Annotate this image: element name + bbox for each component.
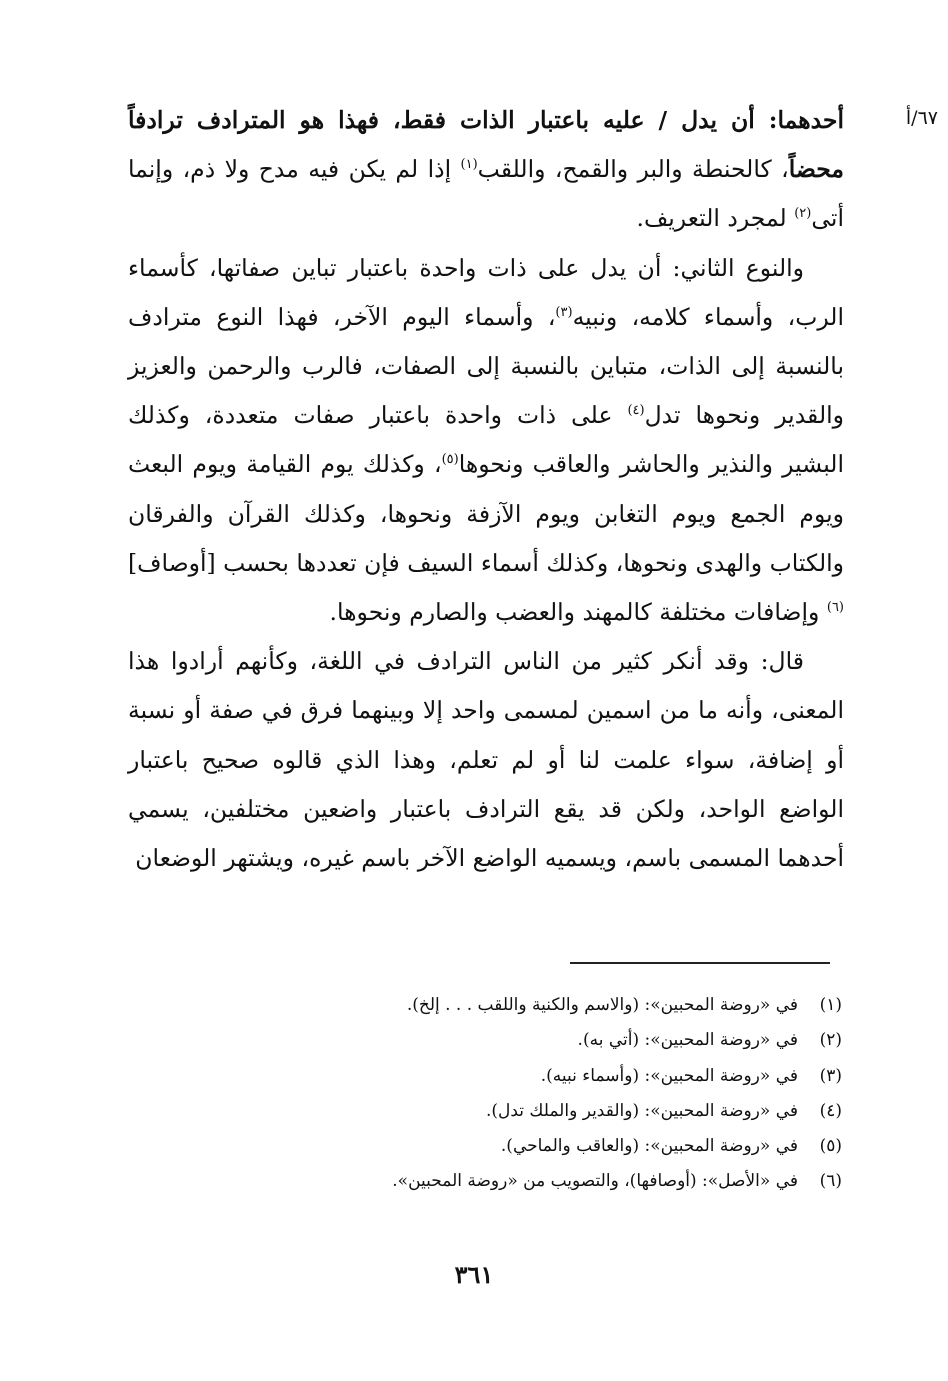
footnote-number: (١) [819, 995, 842, 1015]
footnote [200, 1094, 842, 1129]
footnote-separator [570, 962, 830, 964]
text-run: والنوع الثاني: أن يدل على ذات واحدة باعتبار تباين صفاتها، كأسماء الرب، وأسماء كلامه، ونبيه [128, 253, 844, 331]
paragraph-lead: أحدهما: أن يدل / عليه باعتبار الذات فقط، فهذا هو المترادف ترادفاً محضاً [128, 106, 844, 184]
footnote-ref: (٦) [826, 600, 844, 616]
footnote-text: في «روضة المحبين»: (والعاقب والماحي). [500, 1136, 798, 1157]
footnote-ref: (٣) [555, 304, 573, 320]
footnote-text: في «روضة المحبين»: (والاسم والكنية واللقب . . . إلخ). [406, 995, 798, 1015]
text-run: قال: وقد أنكر كثير من الناس الترادف في اللغة، وكأنهم أرادوا هذا المعنى، وأنه ما من اسمين لمسمى واحد إلا وبينهما فرق في صفة أو نسبة أو إضافة، سواء علمت لنا أو لم تعلم، وهذا الذي قالوه صحيح باعتبار الواضع الواحد، ولكن قد يقع الترادف باعتبار واضعين مختلفين، يسمي أحدهما المسمى باسم، ويسميه الواضع الآخر باسم غيره، ويشتهر الوضعان [128, 647, 844, 873]
text-run: على ذات واحدة باعتبار صفات متعددة، وكذلك البشير والنذير والحاشر والعاقب ونحوها [128, 401, 844, 479]
text-run: ، وأسماء اليوم الآخر، فهذا النوع مترادف بالنسبة إلى الذات، متباين بالنسبة إلى الصفات، فالرب والرحمن والعزيز والقدير ونحوها تدل [128, 302, 844, 430]
margin-folio-note: ٦٧/أ [905, 107, 938, 129]
footnote-text: في «روضة المحبين»: (أتي به). [577, 1030, 798, 1051]
paragraph-1 [128, 96, 844, 244]
footnote [200, 1129, 842, 1164]
text-run: ، كالحنطة والبر والقمح، واللقب [477, 155, 789, 184]
footnote-ref: (١) [460, 157, 478, 173]
page-number: ٣٦١ [454, 1260, 494, 1289]
text-run: لمجرد التعريف. [636, 204, 795, 233]
text-run: ، وكذلك يوم القيامة ويوم البعث ويوم الجمع ويوم التغابن ويوم الآزفة ونحوها، وكذلك القرآن والفرقان والكتاب والهدى ونحوها، وكذلك أسماء السيف فإن تعددها بحسب [أوصاف] [128, 450, 844, 577]
footnote-ref: (٤) [627, 403, 645, 419]
footnote-text: في «روضة المحبين»: (والقدير والملك تدل). [485, 1100, 798, 1121]
footnote-ref: (٢) [794, 206, 812, 222]
paragraph-2 [128, 244, 844, 638]
footnote-text: في «الأصل»: (أوصافها)، والتصويب من «روضة المحبين». [392, 1171, 798, 1192]
footnote-number: (٥) [819, 1136, 842, 1157]
footnote-text: في «روضة المحبين»: (وأسماء نبيه). [540, 1065, 798, 1086]
footnote [200, 1164, 842, 1199]
footnote [200, 988, 842, 1023]
main-text [128, 96, 844, 883]
footnote-number: (٦) [819, 1171, 842, 1192]
footnote-number: (٤) [819, 1100, 842, 1121]
text-run: إذا لم يكن فيه مدح ولا ذم، وإنما أتى [128, 155, 844, 233]
footnote [200, 1059, 842, 1094]
footnotes-list [200, 988, 842, 1200]
footnote-number: (٢) [819, 1030, 842, 1051]
paragraph-3 [128, 637, 844, 883]
footnote-ref: (٥) [441, 452, 459, 468]
footnote-number: (٣) [819, 1065, 842, 1086]
footnote [200, 1023, 842, 1058]
text-run: وإضافات مختلفة كالمهند والعضب والصارم ونحوها. [329, 598, 827, 627]
